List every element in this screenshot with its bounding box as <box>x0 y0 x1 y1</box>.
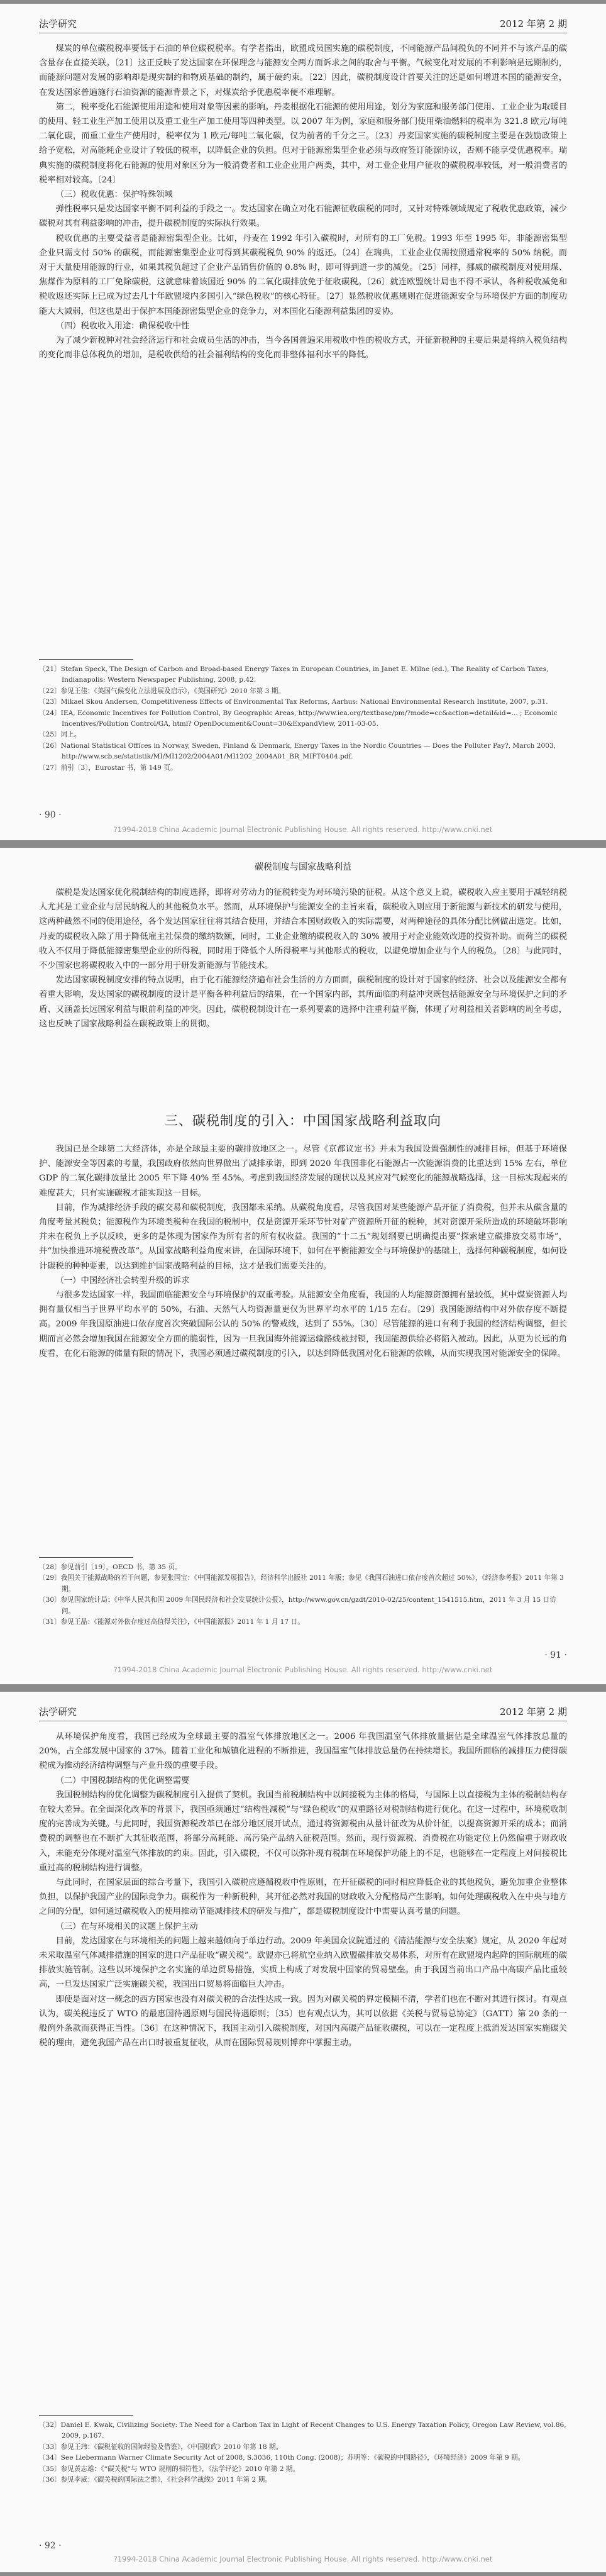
subsection-heading: （二）中国税制结构的优化调整需要 <box>55 1775 190 1785</box>
paragraph: 目前，作为减排经济手段的碳交易和碳税制度，我国都未采纳。从碳税角度看，尽管我国对某些能源产品开征了消费税，但并未从碳含量的角度考量其税负；能源税作为环境类税种在我国的税制中，仅是资源开采环节针对矿产资源所开征的税种，其对资源开采所造成的环境破坏影响并未在税负上予以反映，更多的是体现为国家作为所有者的所有权收益。我国的“十二五”规划纲要已明确提出要“探索建立碳排放交易市场”，并“加快推进环境税费改革”。从国家战略利益角度来讲，在国际环境下，如何在平衡能源安全与环境保护的基础上，选择何种碳税制度，如何设计碳税的种种要素，以达到维护国家战略利益的目标，这才是我们需要关注的。 <box>39 1202 567 1271</box>
paragraph: 为了减少新税种对社会经济运行和社会成员生活的冲击，当今各国普遍采用税收中性的税收方式，开征新税种的主要后果是将纳入税负结构的变化而非总体税负的增加，是税收供给的社会福利结构的变化而非整体福利水平的降低。 <box>39 336 567 360</box>
paragraph: 煤炭的单位碳税税率要低于石油的单位碳税税率。有学者指出，欧盟成员国实施的碳税制度，不同能源产品间税负的不同并不与该产品的碳含量存在直接关联。〔21〕这正反映了发达国家在环保理念与能源安全两方面诉求之间的取舍与平衡。气候变化对发展的不利影响是远期制约，而能源问题对发展的影响却是现实制约和物质基础的制约，属于硬约束。〔22〕因此，碳税制度设计首要关注的还是如何增进本国的能源安全，在发达国家普遍施行石油资源的能源背景之下，对煤炭给予优惠税率便不难理解。 <box>39 44 567 97</box>
body-text <box>39 1142 567 1361</box>
footnote: 〔23〕Mikael Skou Andersen, Competitiveness Effects of Environmental Tax Reforms, Aarhus: National Environmental Research Institute, 2007, p.31. <box>39 698 548 706</box>
footnote: 〔33〕参见王玮：《碳税征收的国际经验及借鉴》，《中国财政》2010 年第 18 期。 <box>39 2443 283 2451</box>
copyright-footer: ?1994-2018 China Academic Journal Electronic Publishing House. All rights reserved. http://www.cnki.net <box>113 825 493 834</box>
footnote-rule <box>39 1557 133 1558</box>
subsection-heading: （四）税收收入用途：确保税收中性 <box>55 321 190 331</box>
paragraph: 碳税是发达国家优化税制结构的制度选择，即将对劳动力的征税转变为对环境污染的征税。从这个意义上说，碳税收入应主要用于减轻纳税人尤其是工业企业与居民纳税人的其他税负水平。然而，从环境保护与能源安全的主旨来看，碳税收入则应用于新能源与新技术的研发与使用，这两种截然不同的使用途径，各个发达国家往往将其结合使用，并结合本国财政收入的实际需要，对两种途径的具体分配比例做出选定。比如，丹麦的碳税收入除了用于降低雇主社保费的缴纳数额，同时，工业企业缴纳碳税收入的 30% 被用于对企业能效改进的投资补助。而荷兰的碳税收入不仅用于降低能源密集型企业的所得税，同时用于降低个人所得税率与其他形式的税收，以避免增加企业与个人的税负。〔28〕与此同时，不少国家也将碳税收入中的一部分用于研发新能源与节能技术。 <box>39 888 567 971</box>
paragraph: 我国税制结构的优化调整为碳税制度引入提供了契机。我国当前税制结构中以间接税为主体的格局，与国际上以直接税为主体的税制结构存在较大差异。在全面深化改革的背景下，我国亟须通过“结构性减税”与“绿色税收”的双重路径对税制结构进行优化。在这一过程中，环境税收制度的完善成为关键。与此同时，我国资源税改革已在部分地区展开试点，通过将资源税由从量计征改为从价计征，以提高资源开采的成本；而消费税的调整也在不断扩大其征收范围，将部分高耗能、高污染产品纳入征税范围。然而，现行资源税、消费税在功能定位上仍然偏重于财政收入，未能充分体现对温室气体排放的约束。因此，引入碳税，不仅可以弥补现有税制在环境保护功能上的不足，也能够在一定程度上对间接税比重过高的税制结构进行调整。 <box>39 1790 567 1873</box>
paragraph: 第二，税率受化石能源使用用途和使用对象等因素的影响。丹麦根据化石能源的使用用途，划分为家庭和服务部门使用、工业企业为取暖目的使用、轻工业生产加工使用以及重工业生产加工使用等四种类型。以 2007 年为例，家庭和服务部门使用柴油燃料的税率为 321.8 欧元/每吨二氧化碳，而重工业生产使用时，税率仅为 1 欧元/每吨二氧化碳，仅为前者的千分之三。〔23〕丹麦国家实施的碳税制度主要是在鼓励政策上给予宽松，对高能耗企业设计了较低的税率，以降低企业的负担。但对于能源密集型企业必须与政府签订能源协议，否则不能享受优惠税率。瑞典实施的碳税制度将化石能源的使用对象区分为一般消费者和工业企业用户两类，其中，对工业企业用户征收的碳税税率较低，对一般消费者的税率相对较高。〔24〕 <box>39 102 567 185</box>
paragraph: 我国已是全球第二大经济体，亦是全球最主要的碳排放地区之一。尽管《京都议定书》并未为我国设置强制性的减排目标，但基于环境保护、能源安全等因素的考量，我国政府依然向世界做出了减排承诺，即到 2020 年我国非化石能源占一次能源消费的比重达到 15% 左右，单位 GDP 的二氧化碳排放量比 2005 年下降 40% 至 45%。考虑到我国经济发展的现状以及其应对气候变化的能源战略选择，这一目标实现起来的难度甚大，只有实施碳税才能实现这一目标。 <box>39 1145 567 1198</box>
subsection-heading: （三）在与环境相关的议题上保护主动 <box>55 1921 198 1931</box>
issue-label: 2012 年第 2 期 <box>499 18 567 30</box>
footnote: 〔24〕IEA, Economic Incentives for Pollution Control, By Geographic Areas, http://www.iea.org/textbase/pm/?mode=cc&action=detail&id=... ; Economic Incentives/Pollution Control/GA, html? OpenDocument&Count=30&ExpandView, 2011-03-05. <box>39 709 558 728</box>
paragraph: 弹性税率只是发达国家平衡不同利益的手段之一。发达国家在确立对化石能源征收碳税的同时，又针对特殊领域规定了税收优惠政策，减少碳税对其有利益影响的冲击，提升碳税制度的实际执行效果。 <box>39 204 567 229</box>
copyright-footer: ?1994-2018 China Academic Journal Electronic Publishing House. All rights reserved. http://www.cnki.net <box>113 1665 493 1674</box>
journal-name: 法学研究 <box>39 1706 77 1718</box>
footnote: 〔35〕参见黄志雄：《“碳关税”与 WTO 规则的相符性》，《法学评论》2010 年第 2 期。 <box>39 2465 299 2473</box>
footnote-rule <box>39 2415 133 2416</box>
footnote: 〔28〕参见前引〔19〕，OECD 书，第 35 页。 <box>39 1563 182 1571</box>
footnote: 〔36〕参见李威：《碳关税的国际法之维》，《社会科学战线》2011 年第 2 期。 <box>39 2476 272 2484</box>
issue-label: 2012 年第 2 期 <box>499 1706 567 1718</box>
section-title: 三、碳税制度的引入：中国国家战略利益取向 <box>165 1113 441 1128</box>
copyright-footer: ?1994-2018 China Academic Journal Electronic Publishing House. All rights reserved. http://www.cnki.net <box>113 2555 493 2563</box>
subsection-heading: （三）税收优惠：保护特殊领域 <box>55 190 173 200</box>
footnote: 〔21〕Stefan Speck, The Design of Carbon and Broad-based Energy Taxes in European Countries, in Janet E. Milne (ed.), The Reality of Carbon Taxes, Indianapolis: Western Newspaper Publishing, 2008, p.42. <box>39 665 549 684</box>
paragraph: 与很多发达国家一样，我国面临能源安全与环境保护的双重考验。从能源安全角度看，我国的人均能源资源拥有量较低，其中煤炭资源人均拥有量仅相当于世界平均水平的 50%，石油、天然气人均资源量更仅为世界平均水平的 1/15 左右。〔29〕我国能源结构中对外依存度不断提高。2009 年我国原油进口依存度首次突破国际公认的 50% 的警戒线，达到了 55%。〔30〕尽管能源的进口有利于我国的经济结构调整，但长期而言必然会增加我国在能源安全方面的脆弱性，因为一旦我国海外能源运输路线被封锁，我国能源供给必将陷入被动。因此，从更为长远的角度看，在化石能源的储量有限的情况下，我国必须通过碳税制度的引入，以达到降低我国对化石能源的依赖，从而实现我国对能源安全的保障。 <box>39 1291 567 1358</box>
footnotes <box>39 2420 567 2485</box>
paragraph: 目前，发达国家在与环境相关的问题上越来越倾向于单边行动。2009 年美国众议院通过的《清洁能源与安全法案》规定，从 2020 年起对未采取温室气体减排措施的国家的进口产品征收“碳关税”。欧盟亦已将航空业纳入欧盟碳排放交易体系，对所有在欧盟境内起降的国际航班的碳排放实施管制。这些以环境保护之名实施的单边贸易措施，实质上构成了对发展中国家的贸易壁垒。由于我国当前出口产品中高碳产品比重较高，一旦发达国家广泛实施碳关税，我国出口贸易将面临巨大冲击。 <box>39 1936 567 1990</box>
footnote: 〔31〕参见王晶：《能源对外依存度过高值得关注》，《中国能源报》2011 年 1 月 17 日。 <box>39 1618 304 1626</box>
footnotes <box>39 1562 567 1628</box>
body-text <box>39 1729 567 2050</box>
page-number: · 92 · <box>39 2541 62 2551</box>
page-3 <box>0 1692 606 2572</box>
paragraph: 即使是面对这一概念的西方国家也没有对碳关税的合法性达成一致。因为对碳关税的界定模糊不清，学者们也在不断对其进行探讨。有观点认为，碳关税违反了 WTO 的最惠国待遇原则与国民待遇原则；〔35〕也有观点认为，其可以依据《关税与贸易总协定》（GATT）第 20 条的一般例外条款而获得正当性。〔36〕在这种情况下，我国主动引入碳税制度，对国内高碳产品征收碳税，可以在一定程度上抵消发达国家实施碳关税的理由，避免我国产品在出口时被重复征收，从而在国际贸易规则博弈中掌握主动。 <box>39 1994 567 2048</box>
paragraph: 与此同时，在国家层面的综合考量下，我国引入碳税应遵循税收中性原则，在开征碳税的同时相应降低企业的其他税负，避免加重企业整体负担，以保护我国产业的国际竞争力。碳税作为一种新税种，其开征必然对我国的财政收入分配格局产生影响。如何处理碳税收入在中央与地方之间的分配，如何通过碳税收入的使用推动节能减排技术的研发与推广，都是碳税制度设计中需要认真考量的问题。 <box>39 1878 567 1917</box>
page-number: · 90 · <box>39 810 62 820</box>
footnote: 〔29〕我国关于能源战略的若干问题，参见张国宝：《中国能源发展报告》，经济科学出版社 2011 年版；参见《我国石油进口依存度首次超过 50%》，《经济参考报》2011 年第 3 期。 <box>39 1574 564 1593</box>
page-1 <box>0 4 606 840</box>
subsection-heading: （一）中国经济社会转型升级的诉求 <box>55 1275 190 1285</box>
footnote: 〔25〕同上。 <box>39 731 81 739</box>
paragraph: 从环境保护角度看，我国已经成为全球最主要的温室气体排放地区之一。2006 年我国温室气体排放量据估是全球温室气体排放总量的 20%，占全部发展中国家的 37%。随着工业化和城镇化进程的不断推进，我国温室气体排放总量仍在持续增长。我国所面临的减排压力使得碳税成为推动经济结构调整与产业升级的重要手段。 <box>39 1732 567 1771</box>
footnote: 〔30〕参见国家统计局：《中华人民共和国 2009 年国民经济和社会发展统计公报》，http://www.gov.cn/gzdt/2010-02/25/content_1541515.htm，2011 年 3 月 15 日访问。 <box>39 1596 556 1615</box>
page-number: · 91 · <box>544 1650 567 1660</box>
body-text <box>39 42 567 362</box>
journal-name: 法学研究 <box>39 18 77 30</box>
paragraph: 税收优惠的主要受益者是能源密集型企业。比如，丹麦在 1992 年引入碳税时，对所有的工厂免税。1993 年至 1995 年，非能源密集型企业只需支付 50% 的碳税，而能源密集型企业可得到其碳税税负 90% 的返还。〔24〕在瑞典，工业企业仅需按照通常税率的 50% 纳税。而对于大量使用能源的行业，如果其税负超过了企业产品销售价值的 0.8% 时，即可得到进一步的减免。〔25〕同样，挪威的碳税制度对使用煤、焦煤作为原料的工厂免除碳税，这就意味着该国近 90% 的二氧化碳排放免于征收碳税。〔26〕就连欧盟统计局也不得不承认，各种税收减免和税收返还实际上已成为过去几十年欧盟境内多国引入“绿色税收”的核心特征。〔27〕显然税收优惠规则在促进能源安全与环境保护方面的制度功能大大减弱，但这也是出于保护本国能源密集型企业的竞争力，对本国化石能源利益集团的妥协。 <box>39 233 567 316</box>
footnote: 〔26〕National Statistical Offices in Norway, Sweden, Finland & Denmark, Energy Taxes in the Nordic Countries — Does the Polluter Pay?, March 2003, http://www.scb.se/statistik/MI/MI1202/2004A01/MI1202_2004A01_BR_MIFT0404.pdf. <box>39 741 556 761</box>
footnote: 〔32〕Daniel E. Kwak, Civilizing Society: The Need for a Carbon Tax in Light of Recent Changes to U.S. Energy Taxation Policy, Oregon Law Review, vol.86, 2009, p.167. <box>39 2421 566 2440</box>
running-header <box>39 15 567 33</box>
paragraph: 发达国家碳税制度安排的特点说明，由于化石能源经济遍布社会生活的方方面面，碳税制度的设计对于国家的经济、社会以及能源安全都有着重大影响，发达国家的碳税制度的设计是平衡各种利益后的结果，在一个国家内部，其所面临的利益冲突既包括能源安全与环境保护之间的矛盾、又涵盖长远国家利益与眼前利益的冲突。因此，碳税税制设计在一系列要素的选择中注重利益平衡，体现了对利益相关者影响的周全考虑，这也反映了国家战略利益在碳税政策上的贯彻。 <box>39 975 567 1029</box>
footnote: 〔22〕参见王佳：《美国气候变化立法进展及启示》，《美国研究》2010 年第 3 期。 <box>39 687 285 695</box>
footnote: 〔34〕See Liebermann Warner Climate Security Act of 2008, S.3036, 110th Cong. (2008)；苏明等：《碳税的中国路径》，《环境经济》2009 年第 9 期。 <box>39 2454 525 2462</box>
footnotes <box>39 664 567 774</box>
running-header <box>39 1703 567 1721</box>
running-title: 碳税制度与国家战略利益 <box>255 862 351 872</box>
page-2 <box>0 848 606 1684</box>
footnote-rule <box>39 659 133 660</box>
body-text <box>39 886 567 1031</box>
footnote: 〔27〕前引〔3〕，Eurostar 书，第 149 页。 <box>39 763 177 772</box>
